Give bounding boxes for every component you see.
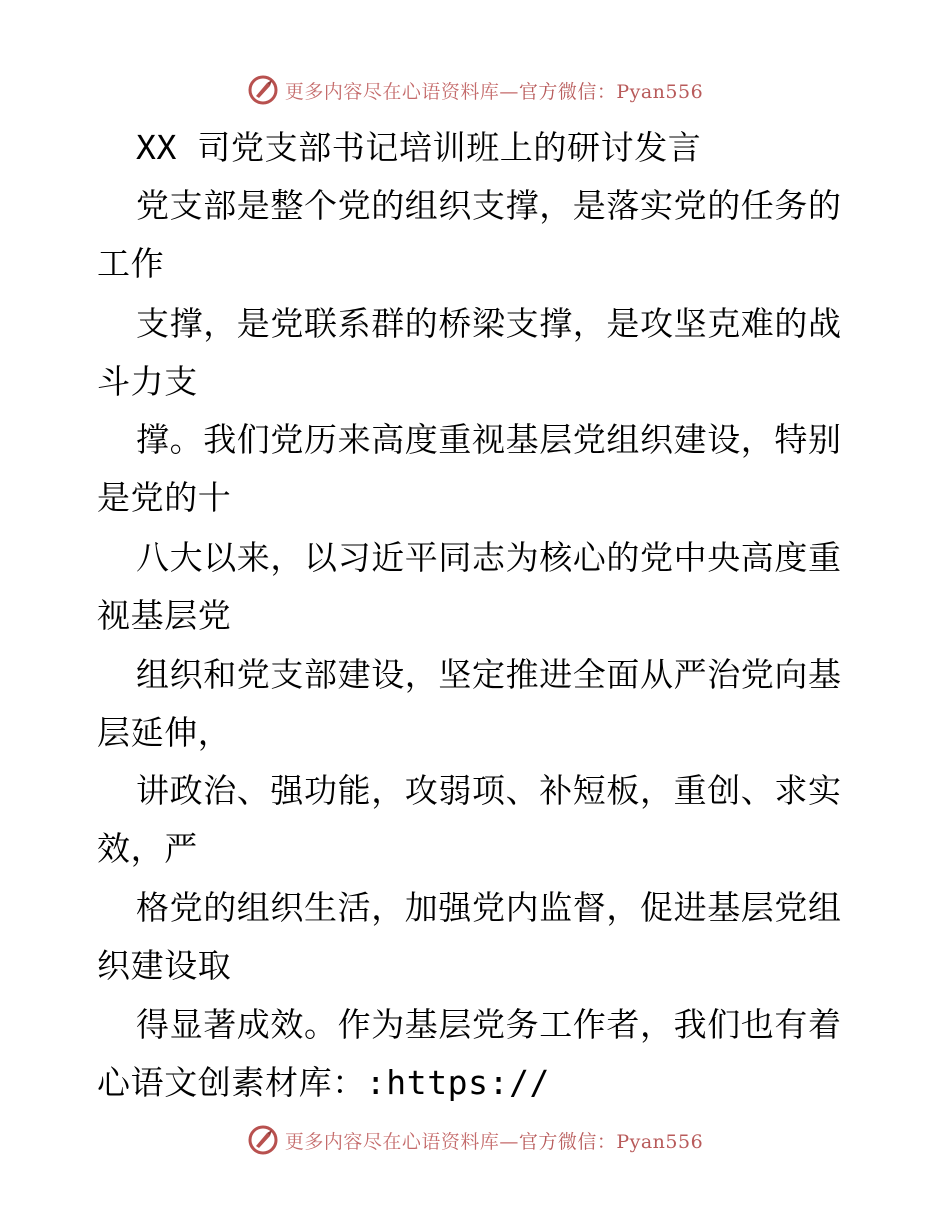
paragraph-line: 组织和党支部建设，坚定推进全面从严治党向基 <box>136 655 842 694</box>
paragraph-line-link: 心语文创素材库：:https:// <box>97 1063 551 1102</box>
quill-logo-icon <box>247 74 279 106</box>
paragraph-line: 讲政治、强功能，攻弱项、补短板，重创、求实 <box>136 771 842 810</box>
paragraph-line: 织建设取 <box>97 946 232 985</box>
header-banner-separator: — <box>499 80 519 103</box>
paragraph-line: 效，严 <box>97 829 198 868</box>
paragraph-line: 撑。我们党历来高度重视基层党组织建设，特别 <box>136 420 842 459</box>
document-title: XX 司党支部书记培训班上的研讨发言 <box>136 128 702 167</box>
footer-banner-separator: — <box>499 1130 519 1153</box>
paragraph-line: 工作 <box>97 244 165 283</box>
paragraph-line: 是党的十 <box>97 478 232 517</box>
paragraph-line: 八大以来，以习近平同志为核心的党中央高度重 <box>136 538 842 577</box>
footer-banner-slogan: 更多内容尽在心语资料库 <box>284 1130 500 1153</box>
paragraph-line: 斗力支 <box>97 362 198 401</box>
header-banner-wechat: 官方微信：Pyan556 <box>518 80 704 103</box>
paragraph-line: 得显著成效。作为基层党务工作者，我们也有着 <box>136 1005 842 1044</box>
footer-banner-text <box>285 1127 703 1154</box>
paragraph-line: 视基层党 <box>97 596 232 635</box>
header-banner-slogan: 更多内容尽在心语资料库 <box>284 80 500 103</box>
paragraph-line: 格党的组织生活，加强党内监督，促进基层党组 <box>136 888 842 927</box>
header-banner-text <box>285 77 703 104</box>
paragraph-line: 层延伸， <box>97 713 232 752</box>
quill-logo-icon <box>247 1124 279 1156</box>
paragraph-line: 支撑，是党联系群的桥梁支撑，是攻坚克难的战 <box>136 304 842 343</box>
footer-watermark-banner <box>0 1120 950 1160</box>
header-watermark-banner <box>0 70 950 110</box>
paragraph-line: 党支部是整个党的组织支撑，是落实党的任务的 <box>136 186 842 225</box>
footer-banner-wechat: 官方微信：Pyan556 <box>518 1130 704 1153</box>
